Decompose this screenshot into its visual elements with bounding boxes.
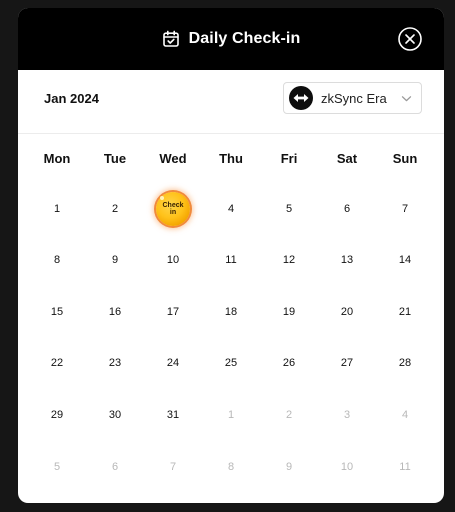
calendar-day[interactable]: 26 — [282, 357, 296, 369]
calendar-day[interactable]: 4 — [227, 203, 235, 215]
weekday-sat: Sat — [336, 151, 358, 166]
modal-title: Daily Check-in — [188, 30, 301, 47]
calendar-days-grid — [18, 8, 444, 503]
calendar-day[interactable]: 8 — [53, 254, 61, 266]
calendar-day[interactable]: 16 — [108, 306, 122, 318]
weekday-sun: Sun — [392, 151, 418, 166]
check-in-label: Check in — [162, 202, 184, 216]
weekday-wed: Wed — [159, 151, 187, 166]
calendar-day[interactable]: 9 — [111, 254, 119, 266]
calendar-day[interactable]: 1 — [53, 203, 61, 215]
calendar-day[interactable]: 5 — [285, 203, 293, 215]
calendar-day-other-month: 3 — [343, 409, 351, 421]
calendar-day[interactable]: 10 — [166, 254, 180, 266]
calendar-day[interactable]: 21 — [398, 306, 412, 318]
calendar-day-other-month: 9 — [285, 461, 293, 473]
calendar-day-other-month: 2 — [285, 409, 293, 421]
calendar-day[interactable]: 13 — [340, 254, 354, 266]
calendar-day[interactable]: 30 — [108, 409, 122, 421]
calendar-day[interactable]: 14 — [398, 254, 412, 266]
daily-checkin-modal — [18, 8, 444, 503]
weekday-fri: Fri — [280, 151, 298, 166]
calendar-day-other-month: 11 — [399, 461, 411, 473]
calendar-day[interactable]: 12 — [282, 254, 296, 266]
calendar-day[interactable]: 7 — [401, 203, 409, 215]
check-in-button[interactable] — [156, 192, 190, 226]
calendar-day[interactable]: 19 — [282, 306, 296, 318]
calendar-day-other-month: 10 — [340, 461, 354, 473]
calendar-day[interactable]: 23 — [108, 357, 122, 369]
weekday-mon: Mon — [43, 151, 71, 166]
calendar-day[interactable]: 11 — [225, 254, 237, 266]
calendar-day[interactable]: 22 — [50, 357, 64, 369]
calendar-day[interactable]: 27 — [340, 357, 354, 369]
calendar-day[interactable]: 15 — [50, 306, 64, 318]
calendar-day[interactable]: 18 — [224, 306, 238, 318]
calendar-day[interactable]: 31 — [166, 409, 180, 421]
calendar-day-other-month: 8 — [227, 461, 235, 473]
weekday-tue: Tue — [103, 151, 127, 166]
sparkle-icon — [160, 196, 164, 200]
network-name: zkSync Era — [321, 90, 387, 106]
calendar-day-other-month: 1 — [227, 409, 235, 421]
month-label: Jan 2024 — [44, 91, 99, 106]
calendar-day[interactable]: 20 — [340, 306, 354, 318]
weekday-thu: Thu — [219, 151, 243, 166]
calendar-day[interactable]: 24 — [166, 357, 180, 369]
calendar-day[interactable]: 17 — [166, 306, 180, 318]
calendar-day[interactable]: 6 — [343, 203, 351, 215]
calendar-day-other-month: 5 — [53, 461, 61, 473]
calendar-day-other-month: 7 — [169, 461, 177, 473]
calendar-day-other-month: 4 — [401, 409, 409, 421]
calendar-day-other-month: 6 — [111, 461, 119, 473]
calendar-day[interactable]: 28 — [398, 357, 412, 369]
calendar-day[interactable]: 29 — [50, 409, 64, 421]
calendar-day[interactable]: 2 — [111, 203, 119, 215]
calendar-day[interactable]: 25 — [224, 357, 238, 369]
